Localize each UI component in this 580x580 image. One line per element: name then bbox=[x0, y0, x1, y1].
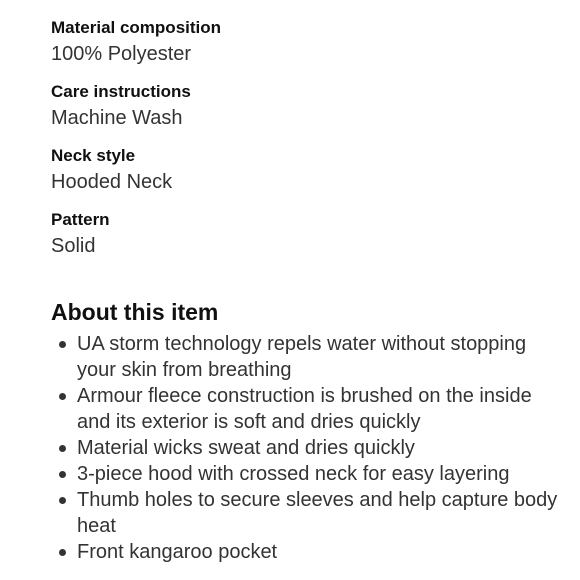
attribute-pattern bbox=[51, 209, 551, 259]
attribute-label: Pattern bbox=[51, 210, 110, 229]
attribute-label: Neck style bbox=[51, 146, 136, 165]
about-bullet-item bbox=[51, 435, 561, 461]
attribute-care-instructions bbox=[51, 81, 551, 131]
bullet-dot-icon bbox=[59, 393, 66, 400]
bullet-dot-icon bbox=[59, 549, 66, 556]
bullet-text: Front kangaroo pocket bbox=[77, 541, 278, 563]
attribute-material-composition bbox=[51, 17, 551, 67]
bullet-dot-icon bbox=[59, 497, 66, 504]
attribute-label: Care instructions bbox=[51, 82, 191, 101]
attribute-value: Hooded Neck bbox=[51, 171, 173, 193]
bullet-text: Armour fleece construction is brushed on the inside and its exterior is soft and dries quickly bbox=[77, 385, 532, 433]
attribute-label: Material composition bbox=[51, 18, 222, 37]
bullet-text: Thumb holes to secure sleeves and help capture body heat bbox=[77, 489, 558, 537]
about-bullet-item bbox=[51, 461, 561, 487]
attribute-value: Solid bbox=[51, 235, 96, 257]
about-bullet-item bbox=[51, 383, 561, 435]
about-bullet-item bbox=[51, 331, 561, 383]
attribute-value: Machine Wash bbox=[51, 107, 183, 129]
attribute-value: 100% Polyester bbox=[51, 43, 192, 65]
about-bullet-item bbox=[51, 487, 561, 539]
bullet-dot-icon bbox=[59, 341, 66, 348]
bullet-text: UA storm technology repels water without stopping your skin from breathing bbox=[77, 333, 527, 381]
about-bullet-list bbox=[51, 331, 561, 565]
bullet-text: Material wicks sweat and dries quickly bbox=[77, 437, 415, 459]
about-bullet-item bbox=[51, 539, 561, 565]
bullet-dot-icon bbox=[59, 445, 66, 452]
bullet-dot-icon bbox=[59, 471, 66, 478]
bullet-text: 3-piece hood with crossed neck for easy layering bbox=[77, 463, 510, 485]
about-this-item-heading: About this item bbox=[51, 299, 219, 325]
attribute-neck-style bbox=[51, 145, 551, 195]
